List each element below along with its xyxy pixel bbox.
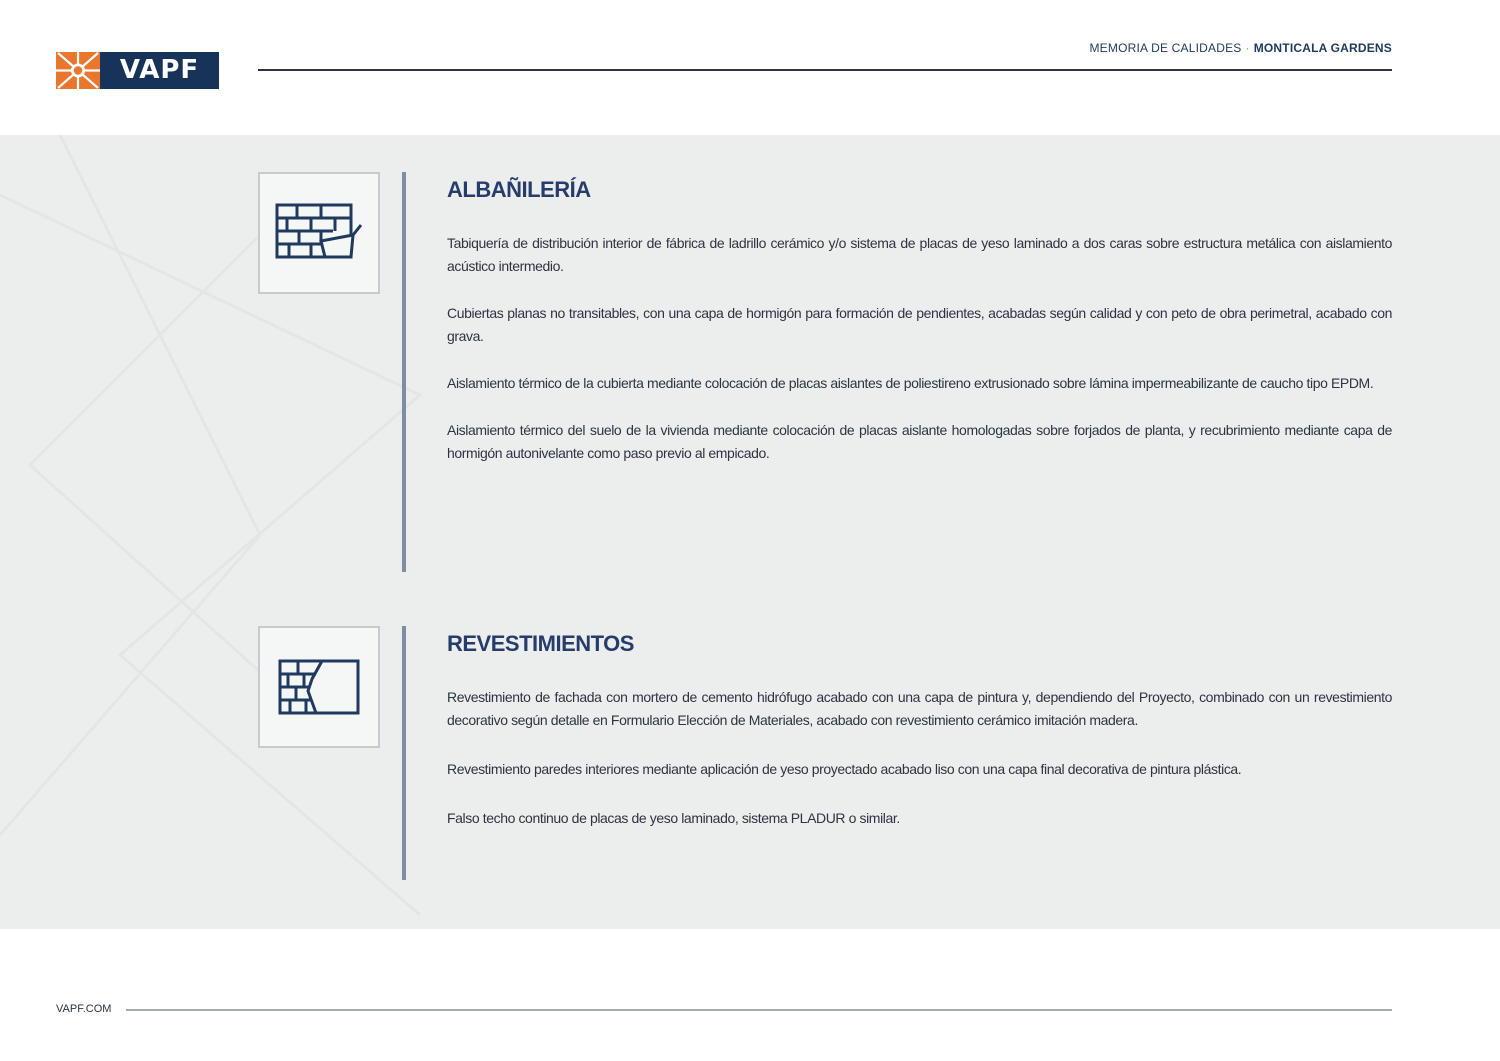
section-title: ALBAÑILERÍA bbox=[447, 177, 591, 202]
section-albanileria bbox=[258, 172, 1392, 572]
document-title: MEMORIA DE CALIDADES bbox=[1089, 41, 1242, 55]
section-body bbox=[447, 232, 1392, 465]
footer-website: VAPF.COM bbox=[56, 1003, 112, 1015]
content-band bbox=[0, 135, 1500, 929]
vapf-logo bbox=[56, 52, 219, 89]
footer-divider bbox=[126, 1009, 1392, 1011]
brick-wall-cladding-icon bbox=[276, 657, 362, 717]
revestimientos-icon-box bbox=[258, 626, 380, 748]
paragraph: Falso techo continuo de placas de yeso laminado, sistema PLADUR o similar. bbox=[447, 810, 900, 826]
section-revestimientos bbox=[258, 626, 1392, 880]
sun-logo-icon bbox=[56, 52, 100, 89]
header-divider bbox=[258, 69, 1392, 71]
section-divider-line bbox=[402, 626, 406, 880]
project-name: MONTICALA GARDENS bbox=[1253, 41, 1392, 55]
albanileria-icon-box bbox=[258, 172, 380, 294]
logo-wordmark: VAPF bbox=[100, 52, 219, 89]
title-separator: · bbox=[1245, 41, 1250, 55]
paragraph: Cubiertas planas no transitables, con una capa de hormigón para formación de pendientes, acabadas según calidad y con peto de obra perimetral, acabado con grava. bbox=[447, 305, 1392, 344]
header-title bbox=[1089, 41, 1392, 55]
paragraph: Aislamiento térmico de la cubierta mediante colocación de placas aislantes de poliestireno extrusionado sobre lámina impermeabilizante de caucho tipo EPDM. bbox=[447, 375, 1374, 391]
paragraph: Revestimiento de fachada con mortero de cemento hidrófugo acabado con una capa de pintura y, dependiendo del Proyecto, combinado con un revestimiento decorativo según detalle en Formulario Elección de Materiales, acabado con revestimiento cerámico imitación madera. bbox=[447, 689, 1392, 728]
paragraph: Aislamiento térmico del suelo de la vivienda mediante colocación de placas aislante homologadas sobre forjados de planta, y recubrimiento mediante capa de hormigón autonivelante como paso previo al empicado. bbox=[447, 422, 1392, 461]
section-title: REVESTIMIENTOS bbox=[447, 631, 634, 656]
section-divider-line bbox=[402, 172, 406, 572]
paragraph: Tabiquería de distribución interior de fábrica de ladrillo cerámico y/o sistema de placas de yeso laminado a dos caras sobre estructura metálica con aislamiento acústico intermedio. bbox=[447, 235, 1392, 274]
brick-wall-trowel-icon bbox=[273, 201, 365, 265]
paragraph: Revestimiento paredes interiores mediante aplicación de yeso proyectado acabado liso con una capa final decorativa de pintura plástica. bbox=[447, 761, 1242, 777]
section-body bbox=[447, 686, 1392, 830]
